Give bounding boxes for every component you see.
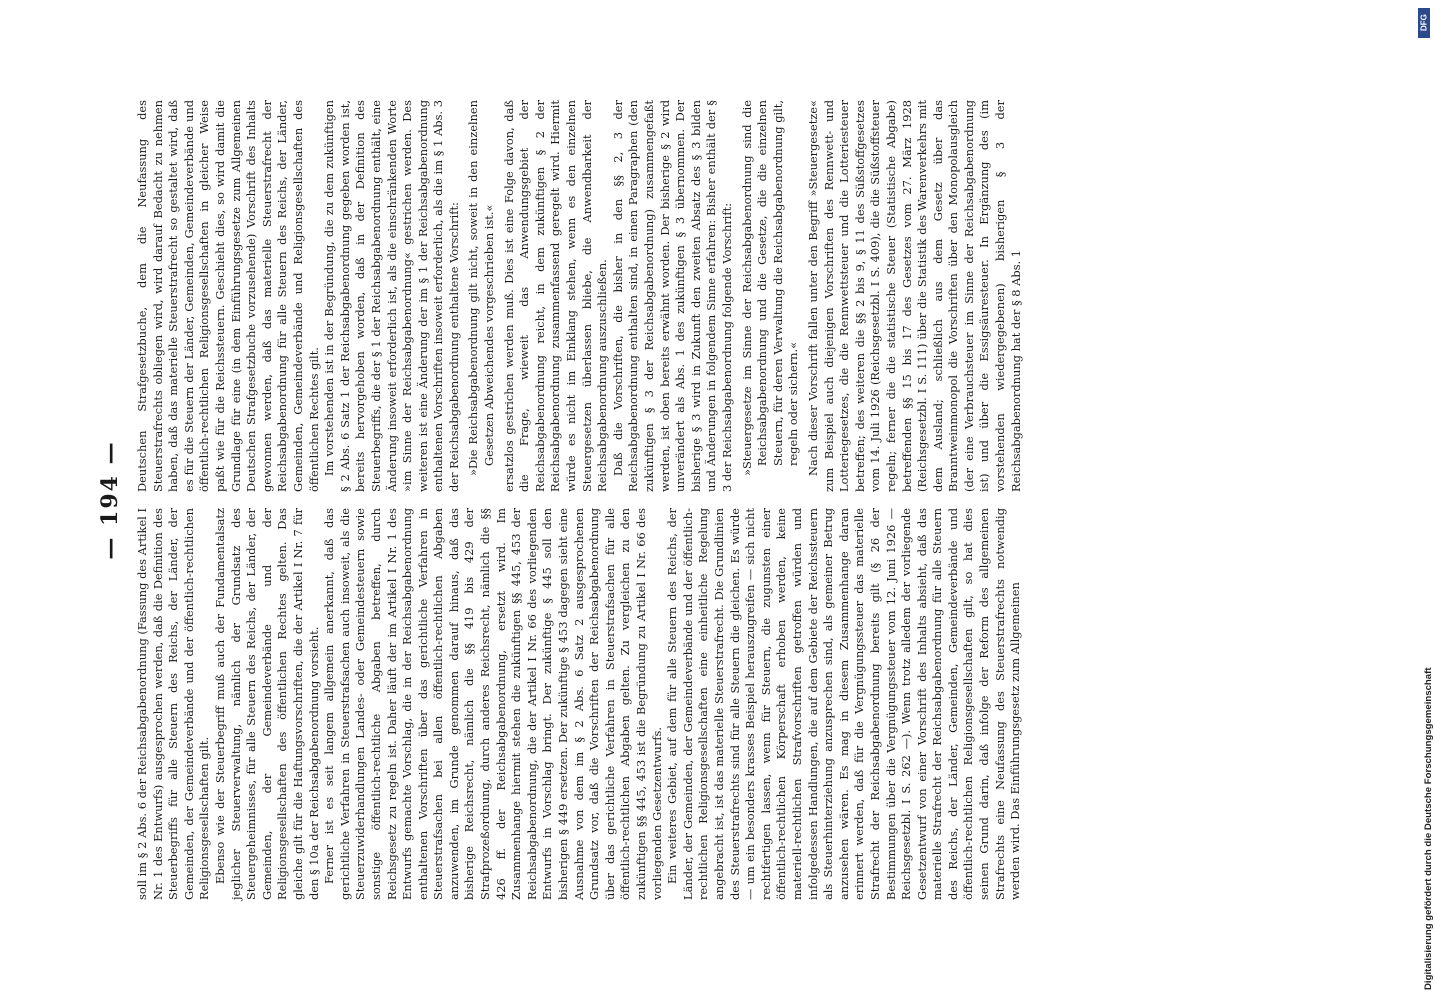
paragraph: Ferner ist es seit langem allgemein anerkannt, daß das gerichtliche Verfahren in Steuerstrafsachen auch insoweit, als die Steuerzuwiderhandlungen Landes- oder Gemeindesteuern sowie sonstige öffentlich-rechtliche Abgaben betreffen, durch Reichsgesetz zu regeln ist. Daher läuft der im Artikel I Nr. 1 des Entwurfs gemachte Vorschlag, die in der Reichsabgabenordnung enthaltenen Vorschriften über das gerichtliche Verfahren in Steuerstrafsachen bei allen öffentlich-rechtlichen Abgaben anzuwenden, im Grunde genommen darauf hinaus, daß das bisherige Reichsrecht, nämlich die §§ 419 bis 429 der Strafprozeßordnung, durch anderes Reichsrecht, nämlich die §§ 426 ff. der Reichsabgabenordnung, ersetzt wird. Im Zusammenhange hiermit stehen die zukünftigen §§ 445, 453 der Reichsabgabenordnung, die der Artikel I Nr. 66 des vorliegenden Entwurfs in Vorschlag bringt. Der zukünftige § 445 soll den bisherigen § 449 ersetzen. Der zukünftige § 453 dagegen sieht eine Ausnahme von dem im § 2 Abs. 6 Satz 2 ausgesprochenen Grundsatz vor, daß die Vorschriften der Reichsabgabenordnung über das gerichtliche Verfahren in Steuerstrafsachen für alle öffentlich-rechtlichen Abgaben gelten. Zu vergleichen zu den zukünftigen §§ 445, 453 ist die Begründung zu Artikel I Nr. 66 des vorliegenden Gesetzentwurfs.: [322, 508, 664, 900]
digitization-note: Digitalisierung gefördert durch die Deutsche Forschungsgemeinschaft: [1423, 667, 1434, 990]
digitization-sidebar: [1415, 10, 1434, 990]
page-number-header: — 194 —: [97, 440, 123, 560]
document-page: [90, 100, 1395, 900]
paragraph: ersatzlos gestrichen werden muß. Dies ist eine Folge davon, daß die Frage, wieweit das Anwendungsgebiet der Reichsabgabenordnung reicht, in dem zukünftigen § 2 der Reichsabgabenordnung zusammenfassend geregelt wird. Hiermit würde es nicht im Einklang stehen, wenn es den einzelnen Steuergesetzen überlassen bliebe, die Anwendbarkeit der Reichsabgabenordnung auszuschließen.: [501, 100, 610, 492]
paragraph: soll im § 2 Abs. 6 der Reichsabgabenordnung (Fassung des Artikel I Nr. 1 des Entwurfs) ausgesprochen werden, daß die Definition des Steuerbegriffs für alle Steuern des Reichs, der Länder, der Gemeinden, der Gemeindeverbände und der öffentlich-rechtlichen Religionsgesellschaften gilt.: [135, 508, 212, 900]
paragraph: Im vorstehenden ist in der Begründung, die zu dem zukünftigen § 2 Abs. 6 Satz 1 der Reichsabgabenordnung gegeben worden ist, bereits hervorgehoben worden, daß in der Definition des Steuerbegriffs, die der § 1 der Reichsabgabenordnung enthält, eine Änderung insoweit erforderlich ist, als die einschränkenden Worte »im Sinne der Reichsabgabenordnung« gestrichen werden. Des weiteren ist eine Änderung der im § 1 der Reichsabgabenordnung enthaltenen Vorschriften insoweit erforderlich, als die im § 1 Abs. 3 der Reichsabgabenordnung enthaltene Vorschrift:: [322, 100, 461, 492]
block-quote: »Steuergesetze im Sinne der Reichsabgabenordnung sind die Reichsabgabenordnung und die Gesetze, die die einzelnen Steuern, für deren Verwaltung die Reichsabgabenordnung gilt, regeln oder sichern.«: [739, 100, 801, 476]
dfg-logo: DFG: [1418, 8, 1430, 38]
paragraph: Daß die Vorschriften, die bisher in den §§ 2, 3 der Reichsabgabenordnung enthalten sind, in einen Paragraphen (den zukünftigen § 3 der Reichsabgabenordnung) zusammengefaßt werden, ist oben bereits erwähnt worden. Der bisherige § 2 wird unverändert als Abs. 1 des zukünftigen § 3 übernommen. Der bisherige § 3 wird in Zukunft den zweiten Absatz des § 3 bilden und Änderungen in folgendem Sinne erfahren: Bisher enthält der § 3 der Reichsabgabenordnung folgende Vorschrift:: [610, 100, 734, 492]
paragraph: Ein weiteres Gebiet, auf dem für alle Steuern des Reichs, der Länder, der Gemeinden, der Gemeindeverbände und der öffentlich-rechtlichen Religionsgesellschaften eine einheitliche Regelung angebracht ist, ist das materielle Steuerstrafrecht. Die Grundlinien des Steuerstrafrechts sind für alle Steuern die gleichen. Es würde — um ein besonders krasses Beispiel herauszugreifen — sich nicht rechtfertigen lassen, wenn für Steuern, die zugunsten einer öffentlich-rechtlichen Körperschaft erhoben werden, keine materiell-rechtlichen Strafvorschriften getroffen würden und infolgedessen Handlungen, die auf dem Gebiete der Reichssteuern als Steuerhinterziehung anzusprechen sind, als gemeiner Betrug anzusehen wären. Es mag in diesem Zusammenhange daran erinnert werden, daß für die Vergnügungssteuer das materielle Strafrecht der Reichsabgabenordnung bereits gilt (§ 26 der Bestimmungen über die Vergnügungssteuer vom 12. Juni 1926 — Reichsgesetzbl. I S. 262 —). Wenn trotz alledem der vorliegende Gesetzentwurf von einer Vorschrift des Inhalts absieht, daß das materielle Strafrecht der Reichsabgabenordnung für alle Steuern des Reichs, der Länder, Gemeinden, Gemeindeverbände und öffentlich-rechtlichen Religionsgesellschaften gilt, so hat dies seinen Grund darin, daß infolge der Reform des allgemeinen Strafrechts eine Neufassung des Steuerstrafrechts notwendig werden wird. Das Einführungsgesetz zum Allgemeinen: [665, 508, 1023, 900]
right-text-column: [135, 100, 1023, 492]
paragraph: Ebenso wie der Steuerbegriff muß auch der Fundamentalsatz jeglicher Steuerverwaltung, nämlich der Grundsatz des Steuergeheimnisses, für alle Steuern des Reichs, der Länder, der Gemeinden, der Gemeindeverbände und der Religionsgesellschaften des öffentlichen Rechtes gelten. Das gleiche gilt für die Haftungsvorschriften, die der Artikel I Nr. 7 für den § 10a der Reichsabgabenordnung vorsieht.: [212, 508, 321, 900]
paragraph: Nach dieser Vorschrift fallen unter den Begriff »Steuergesetze« zum Beispiel auch diejenigen Vorschriften des Rennwett- und Lotteriegesetzes, die die Rennwettsteuer und die Lotteriesteuer betreffen; des weiteren die §§ 2 bis 9, § 11 des Süßstoffgesetzes vom 14. Juli 1926 (Reichsgesetzbl. I S. 409), die die Süßstoffsteuer regeln; ferner die die statistische Steuer (Statistische Abgabe) betreffenden §§ 15 bis 17 des Gesetzes vom 27. März 1928 (Reichsgesetzbl. I S. 111) über die Statistik des Warenverkehrs mit dem Ausland; schließlich aus dem Gesetz über das Branntweinmonopol die Vorschriften über den Monopolausgleich (der eine Verbrauchsteuer im Sinne der Reichsabgabenordnung ist) und über die Essigsäuresteuer. In Ergänzung des (im vorstehenden wiedergegebenen) bisherigen § 3 der Reichsabgabenordnung hat der § 8 Abs. 1: [805, 100, 1023, 492]
left-text-column: [135, 508, 1023, 900]
paragraph: Deutschen Strafgesetzbuche, dem die Neufassung des Steuerstrafrechts obliegen wird, wird darauf Bedacht zu nehmen haben, daß das materielle Steuerstrafrecht so gestaltet wird, daß es für die Steuern der Länder, Gemeinden, Gemeindeverbände und öffentlich-rechtlichen Religionsgesellschaften in gleicher Weise paßt wie für die Reichssteuern. Geschieht dies, so wird damit die Grundlage für eine (in dem Einführungsgesetze zum Allgemeinen Deutschen Strafgesetzbuche vorzusehende) Vorschrift des Inhalts gewonnen werden, daß das materielle Steuerstrafrecht der Reichsabgabenordnung für alle Steuern des Reichs, der Länder, Gemeinden, Gemeindeverbände und Religionsgesellschaften des öffentlichen Rechtes gilt.: [135, 100, 321, 492]
block-quote: »Die Reichsabgabenordnung gilt nicht, soweit in den einzelnen Gesetzen Abweichendes vorgeschrieben ist.«: [466, 100, 497, 476]
